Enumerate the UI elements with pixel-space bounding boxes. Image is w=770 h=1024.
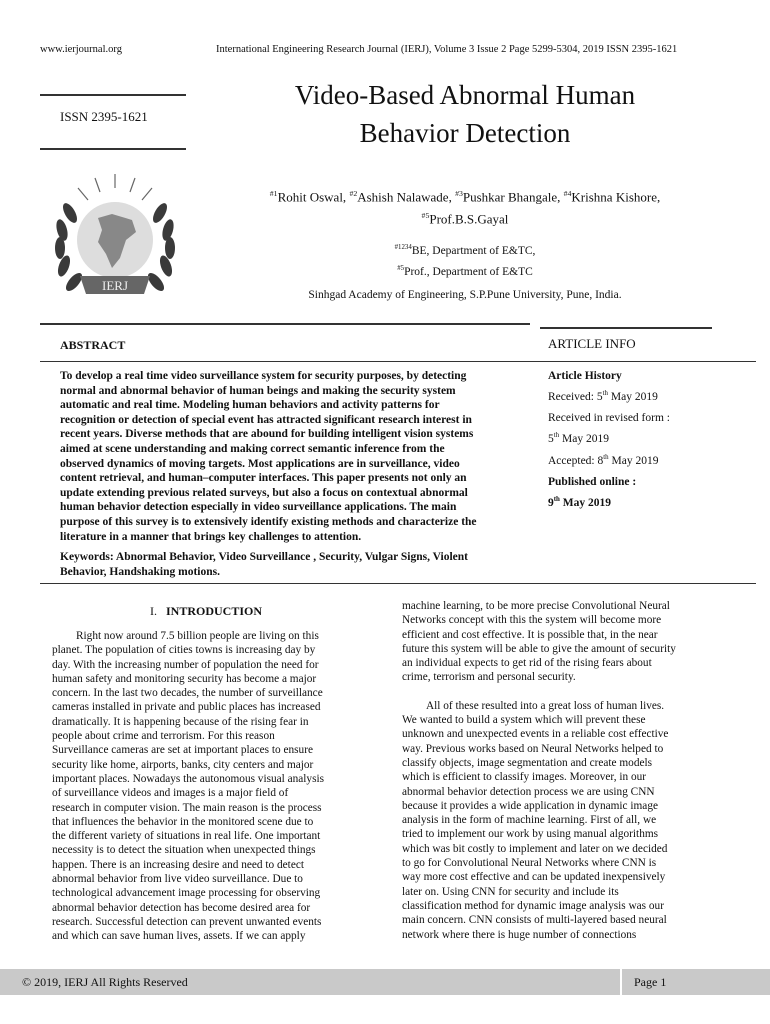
keywords-line: Keywords: Abnormal Behavior, Video Surveillance , Security, Vulgar Signs, Violent <box>60 551 468 563</box>
page-number: Page 1 <box>634 975 667 989</box>
copyright: © 2019, IERJ All Rights Reserved <box>22 975 188 989</box>
abstract-body <box>60 369 534 544</box>
body-line: Surveillance cameras are set at important places to ensure <box>52 744 313 757</box>
abstract-rule-bottom <box>40 583 756 584</box>
received-date: Received: 5th May 2019 <box>548 390 658 403</box>
body-line: way. Previous works based on Neural Networks helped to <box>402 742 664 755</box>
body-line: later on. Using CNN for security and include its <box>402 885 619 898</box>
introduction-heading <box>150 604 262 619</box>
revised-label: Received in revised form : <box>548 412 670 424</box>
revised-date: 5th May 2019 <box>548 432 609 445</box>
body-line: machine learning, to be more precise Convolutional Neural <box>402 600 670 612</box>
body-line: dramatically. It is happening because of the rising fear in <box>52 715 309 728</box>
article-info-heading: ARTICLE INFO <box>548 336 636 351</box>
author-name: Rohit Oswal, <box>277 189 350 205</box>
abstract-line: recent years. Diverse methods that are abound for building intelligent vision systems <box>60 428 474 441</box>
body-line: important places. Nowadays the autonomous visual analysis <box>52 772 325 785</box>
author-name: Krishna Kishore, <box>571 189 661 205</box>
body-line: future this system will be able to give the amount of security <box>402 642 676 655</box>
article-history-label: Article History <box>548 370 622 382</box>
abstract-line: To develop a real time video surveillance system for security purposes, by detecting <box>60 370 467 382</box>
issn-label: ISSN 2395-1621 <box>60 109 148 124</box>
body-line: analysis in the form of machine learning. First of all, we <box>402 814 657 827</box>
abstract-line: update extending previous related surveys, but also a focus on contextual abnormal <box>60 486 468 499</box>
body-line: abnormal behavior from live video surveillance. Due to <box>52 873 303 886</box>
author-marker: #2 <box>349 189 358 198</box>
body-line: day. With the increasing number of population the need for <box>52 658 319 671</box>
author-name: Prof.B.S.Gayal <box>429 211 509 227</box>
article-info-rule-top <box>540 327 712 329</box>
affiliations <box>200 239 730 281</box>
body-line: tried to implement our work by using manual algorithms <box>402 828 659 841</box>
keywords <box>60 550 534 579</box>
institution: Sinhgad Academy of Engineering, S.P.Pune University, Pune, India. <box>308 289 622 301</box>
journal-website: www.ierjournal.org <box>40 44 122 55</box>
abstract-line: aimed at scene understanding and making correct semantic inference from the <box>60 442 445 455</box>
body-line: All of these resulted into a great loss of human lives. <box>426 699 665 712</box>
body-line: unknown and unexpected events in a reliable cost effective <box>402 728 669 741</box>
logo-text: IERJ <box>102 278 128 293</box>
body-line: cameras installed in private and public places has increased <box>52 701 321 714</box>
body-line: network where there is huge number of connections <box>402 928 637 941</box>
abstract-line: recognition or detection of special event has attracted significant research interest in <box>60 413 472 426</box>
body-line: planet. The population of cities towns is increasing day by <box>52 644 316 657</box>
body-line: main concern. CNN consists of multi-layered based neural <box>402 914 667 927</box>
sunburst-icon <box>78 174 152 200</box>
author-marker: #5 <box>421 211 430 221</box>
body-line: which is efficient to classify images. Moreover, in our <box>402 771 647 784</box>
body-line: the different variety of situations in real life. One important <box>52 830 321 843</box>
author-name: Pushkar Bhangale, <box>462 189 564 205</box>
body-line: Right now around 7.5 billion people are living on this <box>76 630 319 642</box>
affiliation-marker: #5 <box>397 264 405 272</box>
issn-box <box>40 94 186 150</box>
author-name: Ashish Nalawade, <box>357 189 456 205</box>
body-line: to go for Convolutional Neural Networks where CNN is <box>402 857 657 870</box>
body-line: research in computer vision. The main reason is the process <box>52 801 322 814</box>
paper-title <box>205 76 725 152</box>
abstract-heading: ABSTRACT <box>60 338 126 352</box>
ierj-logo <box>40 168 190 318</box>
body-line: crime, terrorism and personal security. <box>402 671 576 684</box>
author-marker: #4 <box>563 189 572 198</box>
author-marker: #1 <box>269 189 278 198</box>
body-line: that influences the behavior in the monitored scene due to <box>52 815 314 828</box>
body-line: way more cost effective and can be updated inexpensively <box>402 871 666 884</box>
affiliation-marker: #1234 <box>394 244 412 251</box>
abstract-line: purpose of this survey is to extensively identify existing methods and characterize the <box>60 515 477 528</box>
body-line: people about crime and terrorism. For this reason <box>52 730 275 743</box>
body-line: efficient and cost effective. It is possible that, in the near <box>402 628 658 641</box>
abstract-line: human behavior detection especially in video surveillance applications. The main <box>60 501 457 514</box>
accepted-date: Accepted: 8th May 2019 <box>548 454 659 467</box>
journal-info: International Engineering Research Journal (IERJ), Volume 3 Issue 2 Page 5299-5304, 2019 ISSN 2395-1621 <box>216 44 678 55</box>
body-line: of surveillance videos and images is a major field of <box>52 787 289 800</box>
body-line: technological advancement image processing for observing <box>52 887 321 900</box>
section-number: I. <box>150 604 157 618</box>
body-line: abnormal behavior detection has become desired area for <box>52 901 311 914</box>
abstract-line: observed dynamics of moving targets. Most applications are in surveillance, video <box>60 457 460 470</box>
affiliation-text: Prof., Department of E&TC <box>404 265 533 278</box>
section-title: INTRODUCTION <box>166 604 263 618</box>
affiliation-text: BE, Department of E&TC, <box>411 244 536 257</box>
abstract-rule-top <box>40 323 530 325</box>
title-line-2: Behavior Detection <box>359 118 571 148</box>
intro-column-1 <box>52 629 366 944</box>
body-line: Networks concept with this the system will become more <box>402 614 662 627</box>
body-line: concern. In the last two decades, the number of surveillance <box>52 687 323 700</box>
author-list <box>200 184 730 229</box>
body-line: research. Successful detection can prevent unwanted events <box>52 915 322 928</box>
body-line: security like home, airports, banks, city centers and major <box>52 758 314 771</box>
keywords-line: Behavior, Handshaking motions. <box>60 565 220 578</box>
published-date: 9th May 2019 <box>548 496 611 509</box>
body-line: We wanted to build a system which will prevent these <box>402 714 646 727</box>
page-number-box <box>620 967 722 995</box>
abstract-line: literature in a manner that brings key challenges to attention. <box>60 530 362 543</box>
abstract-line: automatic and real time. Modeling human behaviors and activity patterns for <box>60 399 440 412</box>
body-line: and which can save human lives, assets. If we can apply <box>52 930 306 943</box>
body-line: necessity is to detect the situation when unexpected things <box>52 844 316 857</box>
body-line: classify objects, image segmentation and create models <box>402 756 653 769</box>
body-line: an individual expects to get rid of the rising fears about <box>402 657 652 670</box>
body-line: happen. There is an increasing desire and need to detect <box>52 858 304 871</box>
published-label: Published online : <box>548 476 637 488</box>
body-line: because it provides a wide application in dynamic image <box>402 799 658 812</box>
abstract-line: content retrieval, and human–computer interfaces. This paper presents not only an <box>60 472 467 485</box>
author-marker: #3 <box>455 189 463 198</box>
body-line: abnormal behavior detection process we are using CNN <box>402 785 655 798</box>
title-line-1: Video-Based Abnormal Human <box>294 80 636 110</box>
intro-column-2 <box>402 599 717 942</box>
body-line: classification method for dynamic image analysis was our <box>402 899 664 912</box>
abstract-line: normal and abnormal behavior of human beings and making the security system <box>60 384 456 397</box>
body-line: which was bit costly to implement and later on we decided <box>402 842 668 855</box>
section-divider <box>40 361 756 362</box>
body-line: human safety and monitoring security has become a major <box>52 672 317 685</box>
